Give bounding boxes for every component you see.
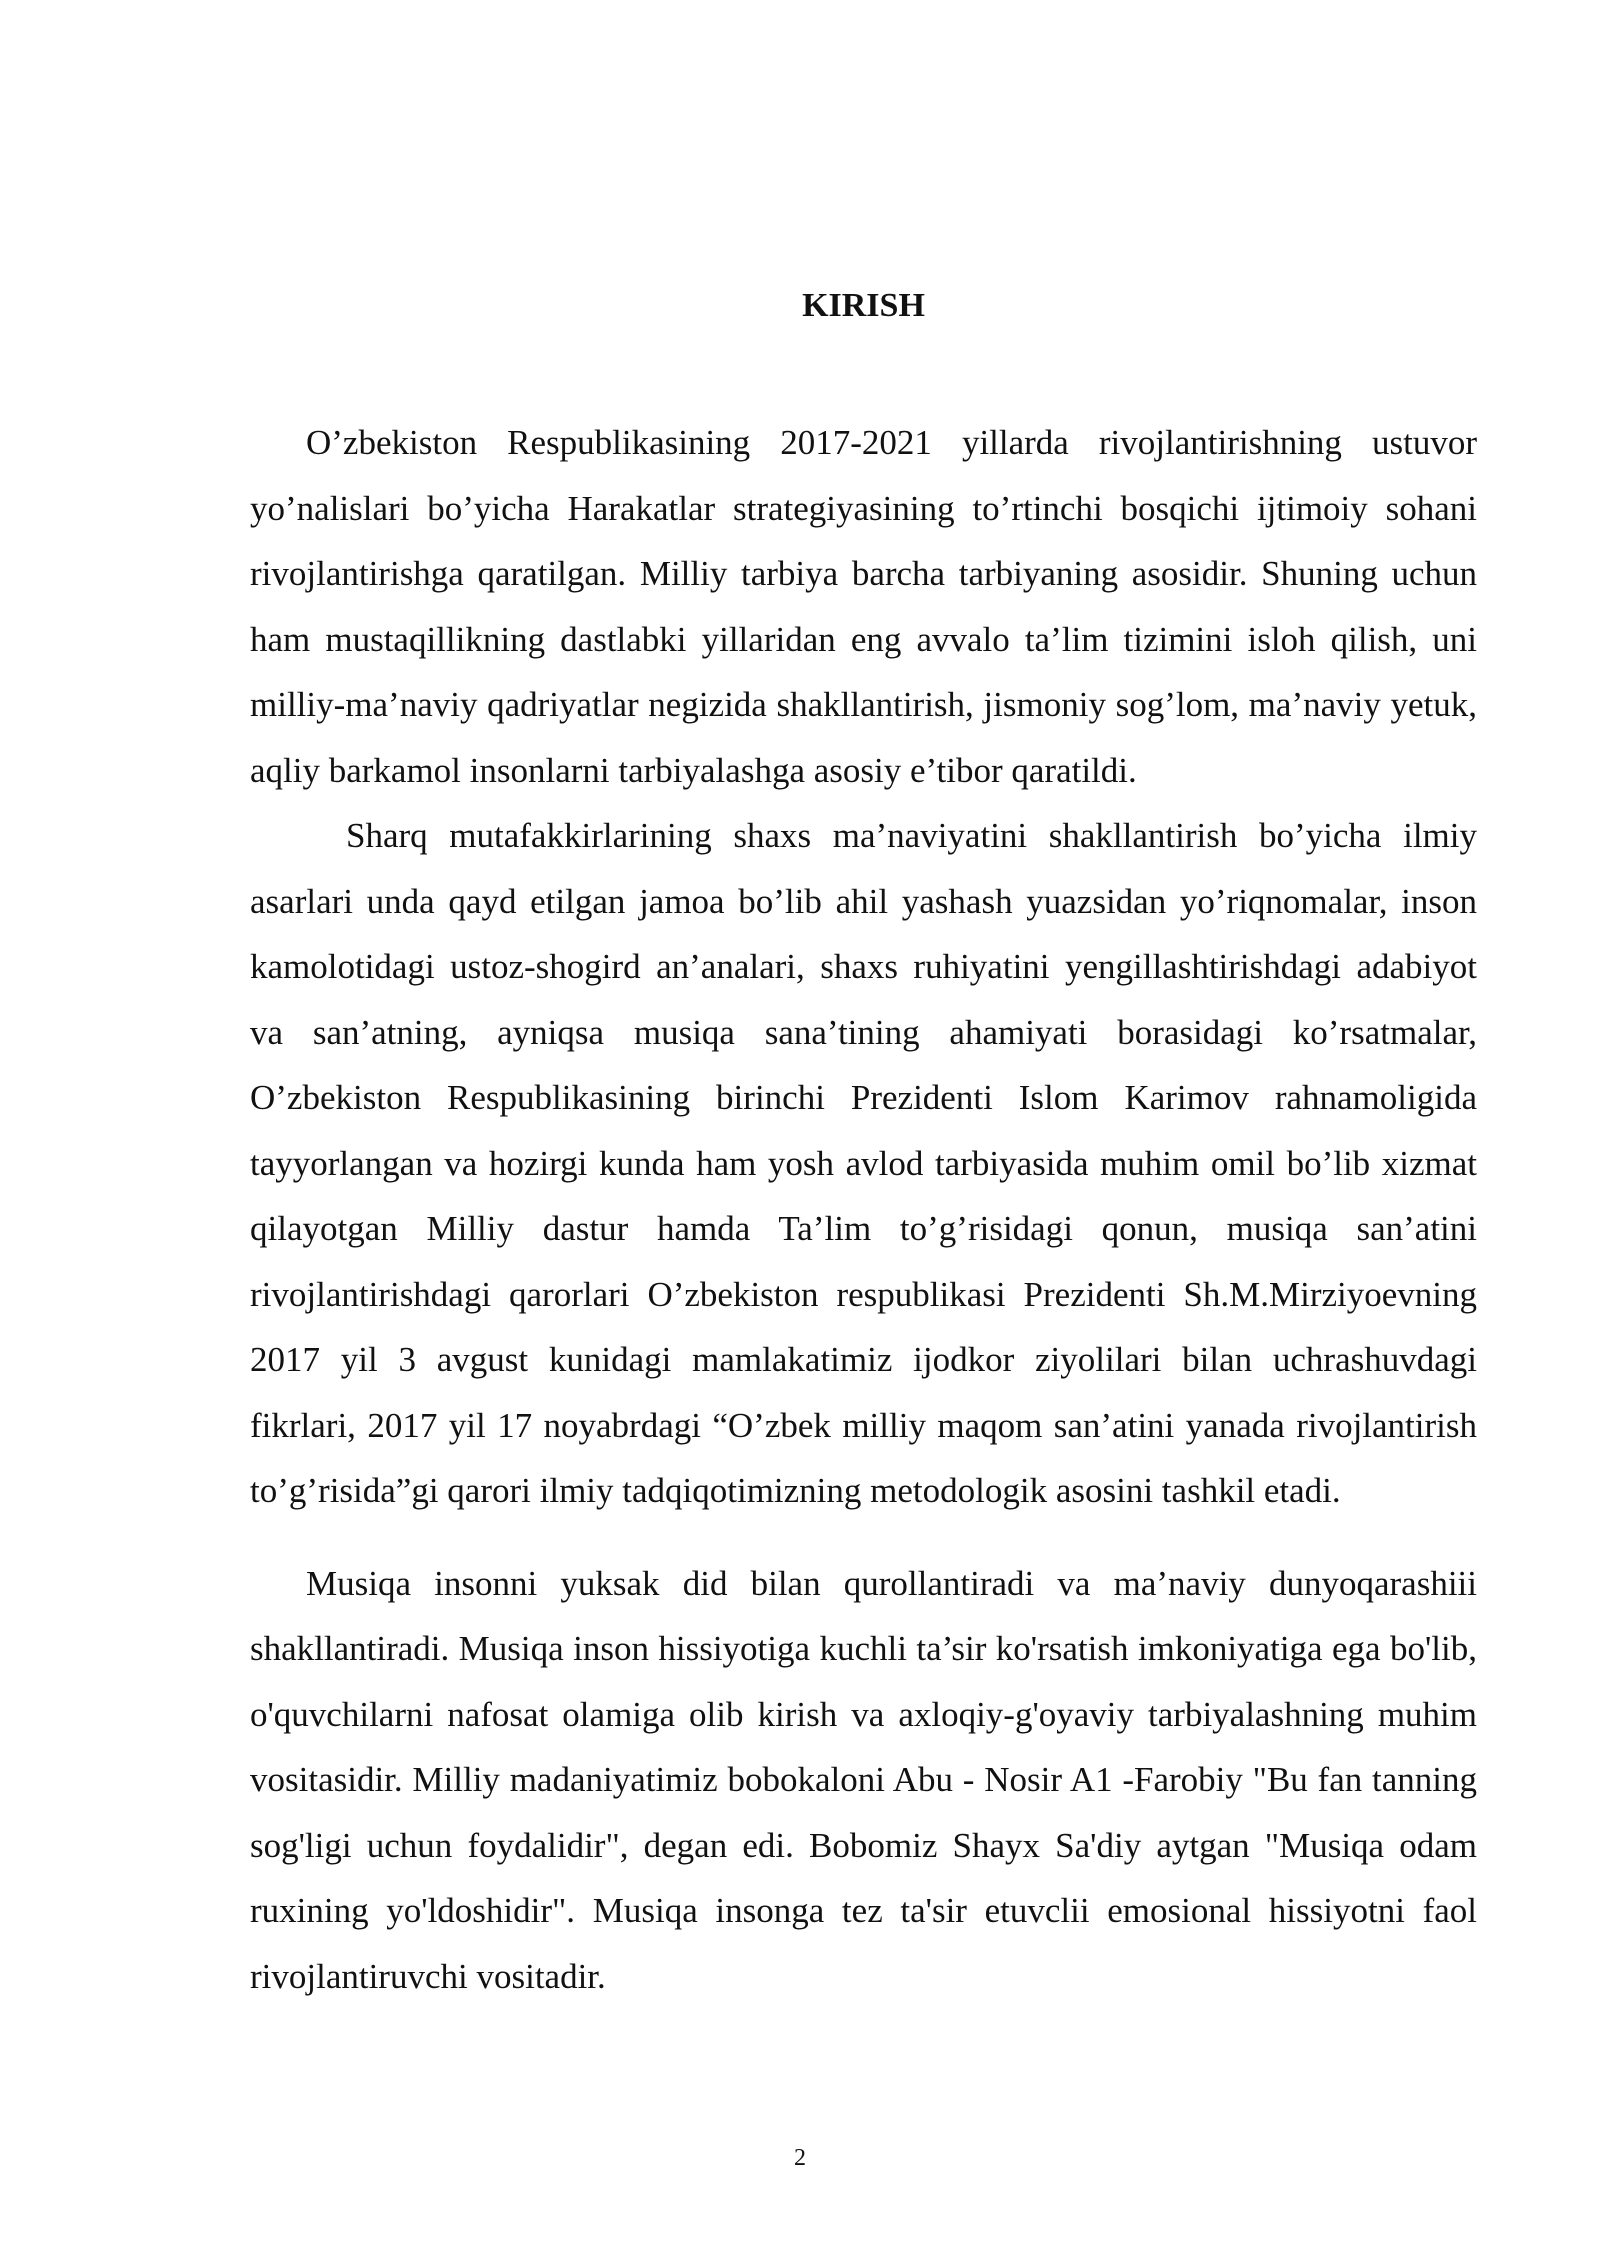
paragraph-music: Musiqa insonni yuksak did bilan qurollantiradi va ma’naviy dunyoqarashiii shakllantiradi. Musiqa inson hissiyotiga kuchli ta’sir ko'rsatish imkoniyatiga ega bo'lib, o'quvchilarni nafosat olamiga olib kirish va axloqiy-g'oyaviy tarbiyalashning muhim vositasidir. Milliy madaniyatimiz bobokaloni Abu - Nosir A1 -Farobiy "Bu fan tanning sog'ligi uchun foydalidir", degan edi. Bobomiz Shayx Sa'diy aytgan "Musiqa odam ruxining yo'ldoshidir". Musiqa insonga tez ta'sir etuvclii emosional hissiyotni faol rivojlantiruvchi vositadir. xyxy=(250,1563,1477,1996)
body-text xyxy=(250,410,1477,2009)
page-number: 2 xyxy=(794,2145,806,2171)
paragraph-eastern-thinkers: Sharq mutafakkirlarining shaxs ma’naviyatini shakllantirish bo’yicha ilmiy asarlari unda qayd etilgan jamoa bo’lib ahil yashash yuazsidan yo’riqnomalar, inson kamolotidagi ustoz-shogird an’analari, shaxs ruhiyatini yengillashtirishdagi adabiyot va san’atning, ayniqsa musiqa sana’tining ahamiyati borasidagi ko’rsatmalar, O’zbekiston Respublikasining birinchi Prezidenti Islom Karimov rahnamoligida tayyorlangan va hozirgi kunda ham yosh avlod tarbiyasida muhim omil bo’lib xizmat qilayotgan Milliy dastur hamda Ta’lim to’g’risidagi qonun, musiqa san’atini rivojlantirishdagi qarorlari O’zbekiston respublikasi Prezidenti Sh.M.Mirziyoevning 2017 yil 3 avgust kunidagi mamlakatimiz ijodkor ziyolilari bilan uchrashuvdagi fikrlari, 2017 yil 17 noyabrdagi “O’zbek milliy maqom san’atini yanada rivojlantirish to’g’risida”gi qarori ilmiy tadqiqotimizning metodologik asosini tashkil etadi. xyxy=(250,816,1477,1510)
page-title: KIRISH xyxy=(802,287,925,324)
paragraph-strategy: O’zbekiston Respublikasining 2017-2021 yillarda rivojlantirishning ustuvor yo’nalislari bo’yicha Harakatlar strategiyasining to’rtinchi bosqichi ijtimoiy sohani rivojlantirishga qaratilgan. Milliy tarbiya barcha tarbiyaning asosidir. Shuning uchun ham mustaqillikning dastlabki yillaridan eng avvalo ta’lim tizimini isloh qilish, uni milliy-ma’naviy qadriyatlar negizida shakllantirish, jismoniy sog’lom, ma’naviy yetuk, aqliy barkamol insonlarni tarbiyalashga asosiy e’tibor qaratildi. xyxy=(250,423,1477,790)
